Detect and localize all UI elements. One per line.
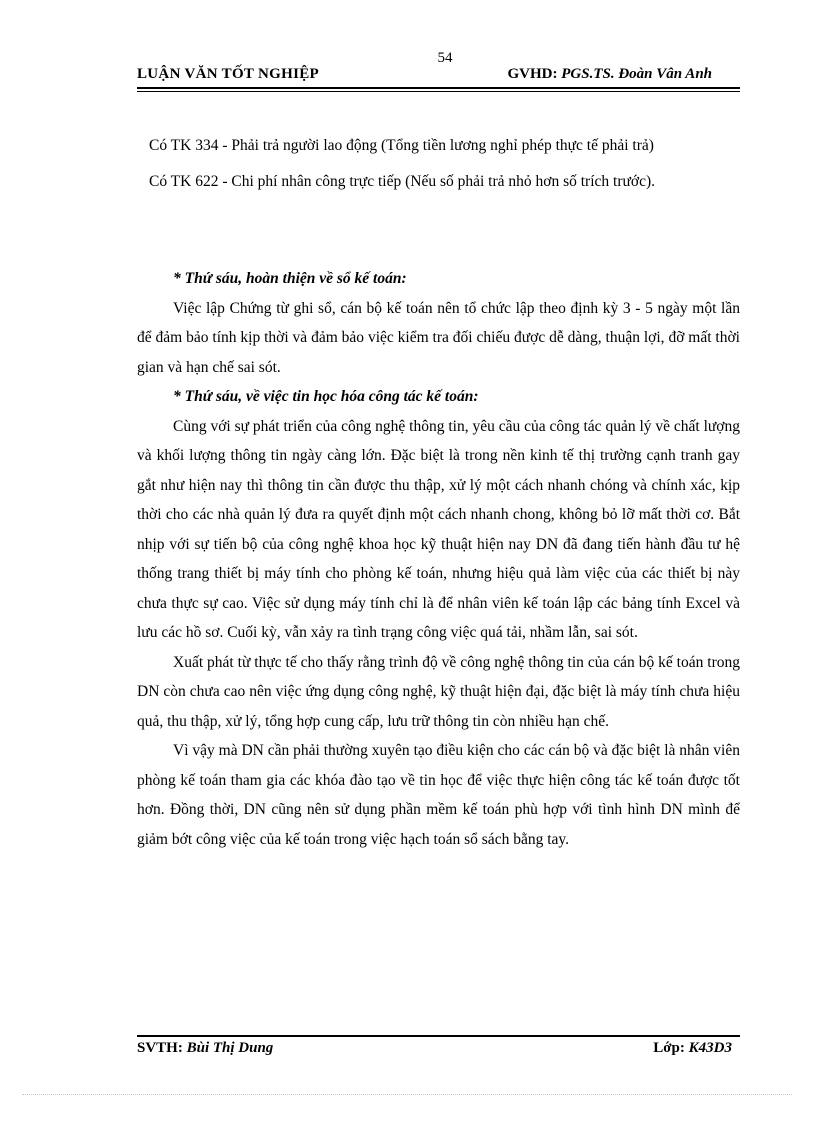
header-rule-thick: [137, 87, 740, 89]
entry-tk-334: Có TK 334 - Phải trả người lao động (Tổng tiền lương nghỉ phép thực tế phải trả): [149, 137, 654, 154]
section1-paragraph: Việc lập Chứng từ ghi sổ, cán bộ kế toán nên tổ chức lập theo định kỳ 3 - 5 ngày một lần để đảm bảo tính kịp thời và đảm bảo việc kiểm tra đối chiếu được dễ dàng, thuận lợi, đỡ mất thời gian và hạn chế sai sót.: [137, 299, 740, 376]
header-rule-thin: [137, 91, 740, 92]
entry-tk-622: Có TK 622 - Chi phí nhân công trực tiếp (Nếu số phải trả nhỏ hơn số trích trước).: [149, 173, 655, 190]
class: [653, 1040, 732, 1057]
section2-heading: * Thứ sáu, về việc tin học hóa công tác kế toán:: [173, 388, 479, 405]
advisor-name: PGS.TS. Đoàn Vân Anh: [561, 66, 712, 82]
footer-rule: [137, 1035, 740, 1037]
section2-paragraph-1: Cùng với sự phát triển của công nghệ thông tin, yêu cầu của công tác quản lý về chất lượng và khối lượng thông tin ngày càng lớn. Đặc biệt là trong nền kinh tế thị trường cạnh tranh gay gắt như hiện nay thì thông tin cần được thu thập, xử lý một cách nhanh chóng và chính xác, kịp thời cho các nhà quản lý đưa ra quyết định một cách nhanh chong, không bỏ lỡ mất thời cơ. Bắt nhịp với sự tiến bộ của công nghệ khoa học kỹ thuật hiện nay DN đã đang tiến hành đầu tư hệ thống trang thiết bị máy tính cho phòng kế toán, nhưng hiệu quả làm việc của các thiết bị này chưa thực sự cao. Việc sử dụng máy tính chỉ là để nhân viên kế toán lập các bảng tính Excel và lưu các hồ sơ. Cuối kỳ, vẫn xảy ra tình trạng công việc quá tải, nhầm lẫn, sai sót.: [137, 417, 740, 641]
class-label: Lớp:: [653, 1040, 685, 1056]
advisor-label: GVHD:: [507, 66, 558, 82]
page-boundary: [22, 1094, 792, 1095]
thesis-title: LUẬN VĂN TỐT NGHIỆP: [137, 66, 319, 82]
student: [137, 1040, 273, 1057]
main-body: [137, 264, 740, 854]
advisor: [508, 66, 713, 83]
student-label: SVTH:: [137, 1040, 183, 1056]
class-name: K43D3: [688, 1040, 732, 1056]
section1-heading: * Thứ sáu, hoàn thiện về sổ kế toán:: [173, 270, 407, 287]
page-header: [137, 66, 740, 86]
section2-paragraph-2: Xuất phát từ thực tế cho thấy rằng trình độ về công nghệ thông tin của cán bộ kế toán trong DN còn chưa cao nên việc ứng dụng công nghệ, kỹ thuật hiện đại, đặc biệt là máy tính chưa hiệu quả, thu thập, xử lý, tổng hợp cung cấp, lưu trữ thông tin còn nhiều hạn chế.: [137, 653, 740, 730]
page-number: 54: [437, 50, 453, 66]
section2-paragraph-3: Vì vậy mà DN cần phải thường xuyên tạo điều kiện cho các cán bộ và đặc biệt là nhân viên phòng kế toán tham gia các khóa đào tạo về tin học để việc thực hiện công tác kế toán được tốt hơn. Đồng thời, DN cũng nên sử dụng phần mềm kế toán phù hợp với tình hình DN mình để giảm bớt công việc của kế toán trong việc hạch toán sổ sách bằng tay.: [137, 742, 740, 848]
student-name: Bùi Thị Dung: [186, 1040, 274, 1056]
